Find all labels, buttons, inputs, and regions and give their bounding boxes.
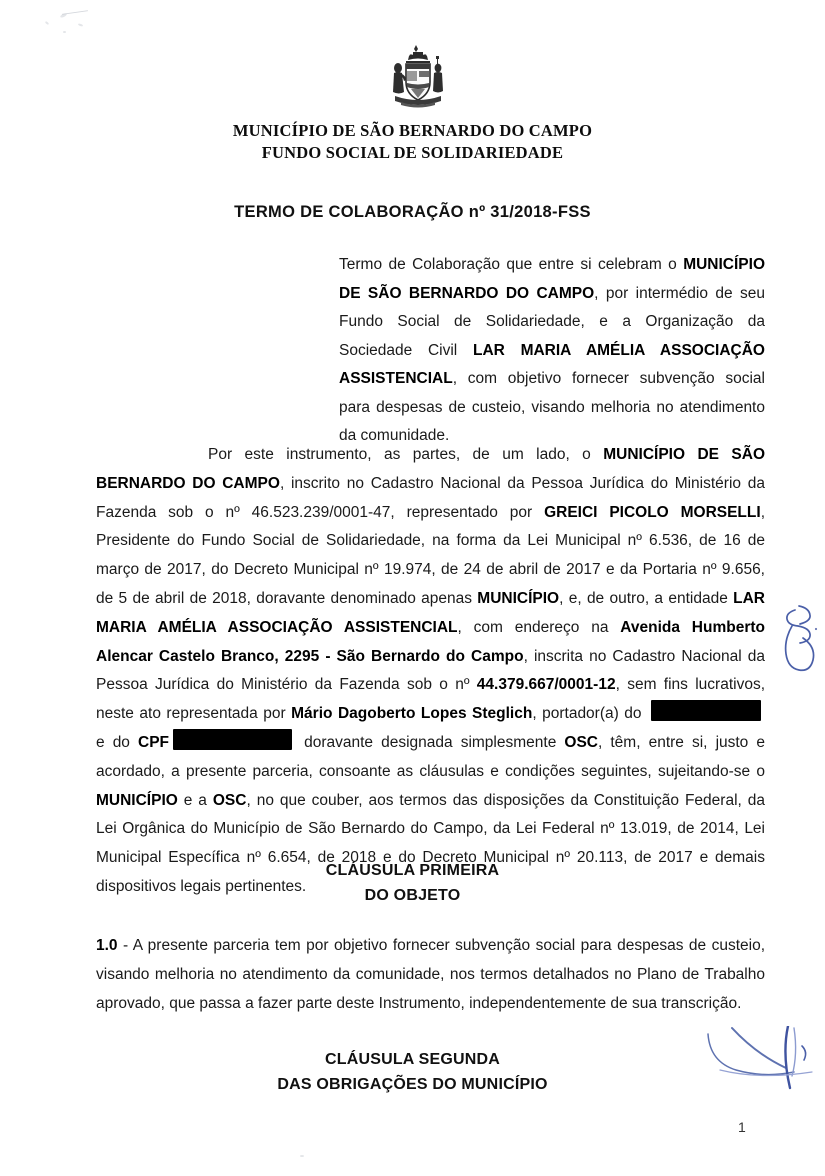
scan-speckle (60, 13, 68, 19)
preamble-entity-osc: LAR MARIA AMÉLIA ASSOCIAÇÃO ASSISTENCIAL (339, 341, 765, 387)
body-text-13: , no que couber, aos termos das disposições da Constituição Federal, da Lei Orgânica do Município de São Bernardo do Campo, da Lei Federal nº 13.019, de 2014, Lei Municipal Específica nº 6.654, de 2018 e do Decreto Municipal nº 20.113, de 2017 e demais dispositivos legais pertinentes. (96, 791, 765, 895)
scan-speckle (300, 1155, 304, 1157)
body-text-3: , Presidente do Fundo Social de Solidariedade, na forma da Lei Municipal nº 6.536, de 16 de março de 2017, do Decreto Municipal nº 19.974, de 24 de abril de 2017 e da Portaria nº 9.656, de 5 de abril de 2018, doravante denominado apenas (96, 503, 765, 607)
clause-two-subheading: DAS OBRIGAÇÕES DO MUNICÍPIO (277, 1076, 548, 1093)
scan-speckle (45, 21, 49, 25)
body-osc-cnpj: 44.379.667/0001-12 (476, 676, 616, 694)
body-text-12: e a (177, 791, 213, 809)
scan-speckle (63, 31, 66, 33)
body-entity-osc: LAR MARIA AMÉLIA ASSOCIAÇÃO ASSISTENCIAL (96, 589, 765, 636)
body-text-10: doravante designada simplesmente (296, 733, 565, 751)
preamble-text-1: Termo de Colaboração que entre si celebram o (339, 256, 684, 273)
signature-annotation (690, 1026, 825, 1121)
clause-one-item (96, 932, 765, 1018)
scan-speckle (78, 23, 83, 27)
clause-two-heading: CLÁUSULA SEGUNDA (324, 1051, 501, 1068)
coat-of-arms-icon (387, 44, 449, 114)
clause-one-item-number: 1.0 (96, 937, 118, 954)
redacted-rg-field (651, 700, 761, 721)
body-representative-municipio: GREICI PICOLO MORSELLI (544, 503, 761, 521)
institution-line-2: FUNDO SOCIAL DE SOLIDARIEDADE (261, 143, 564, 162)
preamble-text-3: , com objetivo fornecer subvenção social para despesas de custeio, visando melhoria no atendimento da comunidade. (339, 370, 765, 444)
signature-initial-annotation (775, 596, 825, 682)
body-text-6: , inscrita no Cadastro Nacional da Pessoa Jurídica do Ministério da Fazenda sob o nº (96, 647, 765, 694)
body-entity-municipio: MUNICÍPIO DE SÃO BERNARDO DO CAMPO (96, 446, 765, 492)
clause-one-subheading: DO OBJETO (364, 887, 461, 904)
page-title: TERMO DE COLABORAÇÃO nº 31/2018-FSS (234, 203, 591, 221)
preamble-text-2: , por intermédio de seu Fundo Social de Solidariedade, e a Organização da Sociedade Civil (339, 284, 765, 359)
clause-one-item-text: - A presente parceria tem por objetivo fornecer subvenção social para despesas de custeio, visando melhoria no atendimento da comunidade, nos termos detalhados no Plano de Trabalho aprovado, que passa a fazer parte deste Instrumento, independentemente de sua transcrição. (96, 937, 765, 1012)
clause-one-heading: CLÁUSULA PRIMEIRA (325, 862, 500, 879)
institution-line-1: MUNICÍPIO DE SÃO BERNARDO DO CAMPO (232, 121, 593, 140)
preamble-entity-municipio: MUNICÍPIO DE SÃO BERNARDO DO CAMPO (339, 256, 765, 302)
body-representative-osc: Mário Dagoberto Lopes Steglich (291, 705, 533, 723)
body-label-cpf: CPF (138, 733, 170, 751)
body-text-5: , com endereço na (457, 618, 621, 636)
body-text-8: , portador(a) do (532, 705, 647, 723)
preamble-paragraph (339, 251, 765, 451)
body-text-11: , têm, entre si, justo e acordado, a presente parceria, consoante as cláusulas e condições seguintes, sujeitando-se o (96, 733, 765, 780)
body-paragraph (96, 441, 765, 902)
body-term-osc: OSC (564, 733, 598, 751)
redacted-cpf-field (173, 729, 292, 750)
body-text-2: , inscrito no Cadastro Nacional da Pessoa Jurídica do Ministério da Fazenda sob o nº 46.523.239/0001-47, representado por (96, 474, 765, 521)
body-text-7: , sem fins lucrativos, neste ato representada por (96, 676, 765, 723)
body-text-4: , e, de outro, a entidade (559, 589, 734, 607)
body-term-municipio: MUNICÍPIO (477, 589, 560, 607)
body-text-1: Por este instrumento, as partes, de um lado, o (208, 446, 604, 463)
body-term-osc-2: OSC (212, 791, 247, 809)
body-term-municipio-2: MUNICÍPIO (96, 791, 178, 809)
body-text-9: e do (96, 733, 139, 751)
page-number: 1 (738, 1119, 746, 1135)
body-osc-address: Avenida Humberto Alencar Castelo Branco, 2295 - São Bernardo do Campo (96, 618, 765, 665)
